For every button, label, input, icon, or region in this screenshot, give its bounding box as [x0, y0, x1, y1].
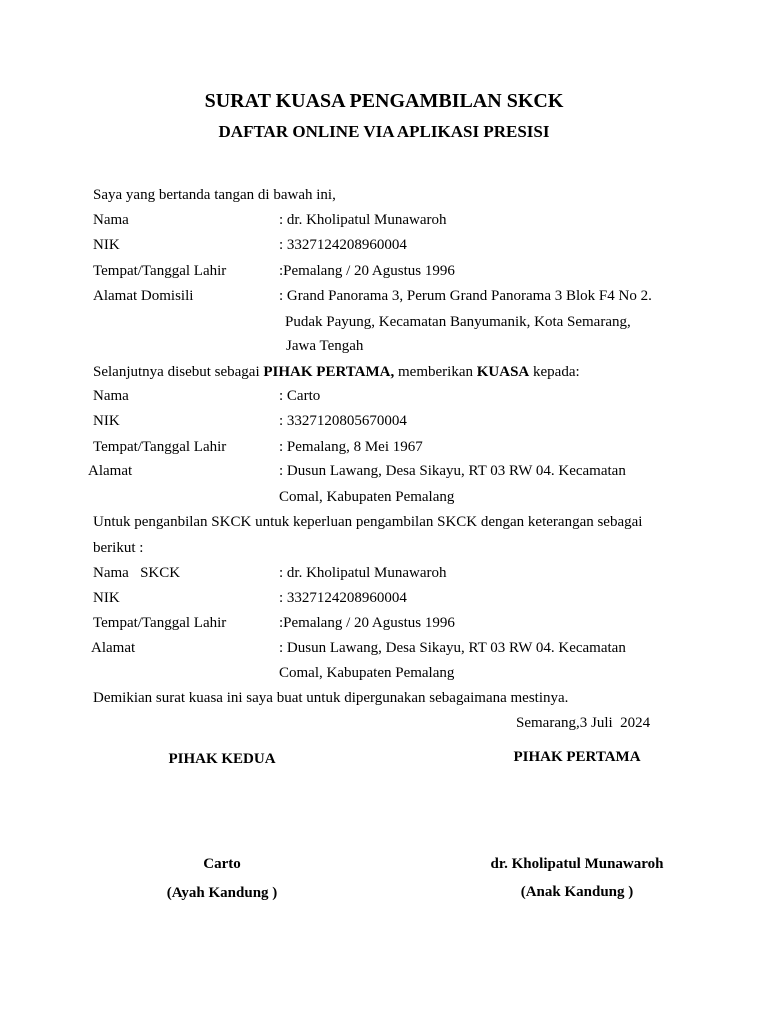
first-party-nik-label: NIK: [93, 237, 120, 253]
first-party-alamat-line2: Pudak Payung, Kecamatan Banyumanik, Kota Semarang,: [285, 314, 631, 330]
second-party-alamat-label: Alamat: [88, 463, 133, 479]
signature-left-heading: PIHAK KEDUA: [168, 751, 276, 767]
second-party-ttl-value: : Pemalang, 8 Mei 1967: [279, 439, 423, 455]
first-party-ttl-value: :Pemalang / 20 Agustus 1996: [279, 263, 455, 279]
first-party-alamat-line1: : Grand Panorama 3, Perum Grand Panorama 3 Blok F4 No 2.: [279, 288, 652, 304]
transition-part3: kepada:: [529, 364, 580, 380]
signature-right-relation: (Anak Kandung ): [520, 884, 634, 900]
second-party-nama-value: : Carto: [279, 388, 321, 404]
second-party-nik-value: : 3327120805670004: [279, 413, 407, 429]
second-party-alamat-line2: Comal, Kabupaten Pemalang: [279, 489, 455, 505]
second-party-alamat-line1: : Dusun Lawang, Desa Sikayu, RT 03 RW 04. Kecamatan: [279, 463, 626, 479]
second-party-nik-label: NIK: [93, 413, 120, 429]
skck-nama-value: : dr. Kholipatul Munawaroh: [279, 565, 447, 581]
intro-text: Saya yang bertanda tangan di bawah ini,: [93, 187, 336, 203]
signature-right-heading: PIHAK PERTAMA: [513, 749, 641, 765]
closing-statement: Demikian surat kuasa ini saya buat untuk dipergunakan sebagaimana mestinya.: [93, 690, 569, 706]
second-party-ttl-label: Tempat/Tanggal Lahir: [93, 439, 227, 455]
first-party-nama-label: Nama: [93, 212, 129, 228]
signature-right-name: dr. Kholipatul Munawaroh: [490, 856, 664, 872]
first-party-ttl-label: Tempat/Tanggal Lahir: [93, 263, 227, 279]
transition-bold-pihak-pertama: PIHAK PERTAMA,: [263, 364, 395, 380]
transition-bold-kuasa: KUASA: [476, 364, 530, 380]
skck-nama-label: Nama SKCK: [93, 565, 181, 581]
skck-alamat-label: Alamat: [91, 640, 136, 656]
signature-left-relation: (Ayah Kandung ): [166, 885, 278, 901]
skck-alamat-line1: : Dusun Lawang, Desa Sikayu, RT 03 RW 04. Kecamatan: [279, 640, 626, 656]
signature-left-name: Carto: [203, 856, 241, 872]
first-party-nama-value: : dr. Kholipatul Munawaroh: [279, 212, 447, 228]
first-party-alamat-line3: Jawa Tengah: [286, 338, 364, 354]
skck-nik-value: : 3327124208960004: [279, 590, 407, 606]
skck-nik-label: NIK: [93, 590, 120, 606]
document-title: SURAT KUASA PENGAMBILAN SKCK: [204, 90, 564, 112]
purpose-line2: berikut :: [93, 540, 144, 556]
skck-ttl-label: Tempat/Tanggal Lahir: [93, 615, 227, 631]
transition-part2: memberikan: [394, 364, 477, 380]
second-party-nama-label: Nama: [93, 388, 129, 404]
skck-ttl-value: :Pemalang / 20 Agustus 1996: [279, 615, 455, 631]
transition-part1: Selanjutnya disebut sebagai: [93, 364, 264, 380]
transition-sentence: [93, 363, 580, 381]
first-party-alamat-label: Alamat Domisili: [93, 288, 194, 304]
purpose-line1: Untuk penganbilan SKCK untuk keperluan pengambilan SKCK dengan keterangan sebagai: [93, 514, 643, 530]
document-subtitle: DAFTAR ONLINE VIA APLIKASI PRESISI: [218, 122, 550, 141]
skck-alamat-line2: Comal, Kabupaten Pemalang: [279, 665, 455, 681]
first-party-nik-value: : 3327124208960004: [279, 237, 407, 253]
place-date: Semarang,3 Juli 2024: [516, 715, 651, 731]
